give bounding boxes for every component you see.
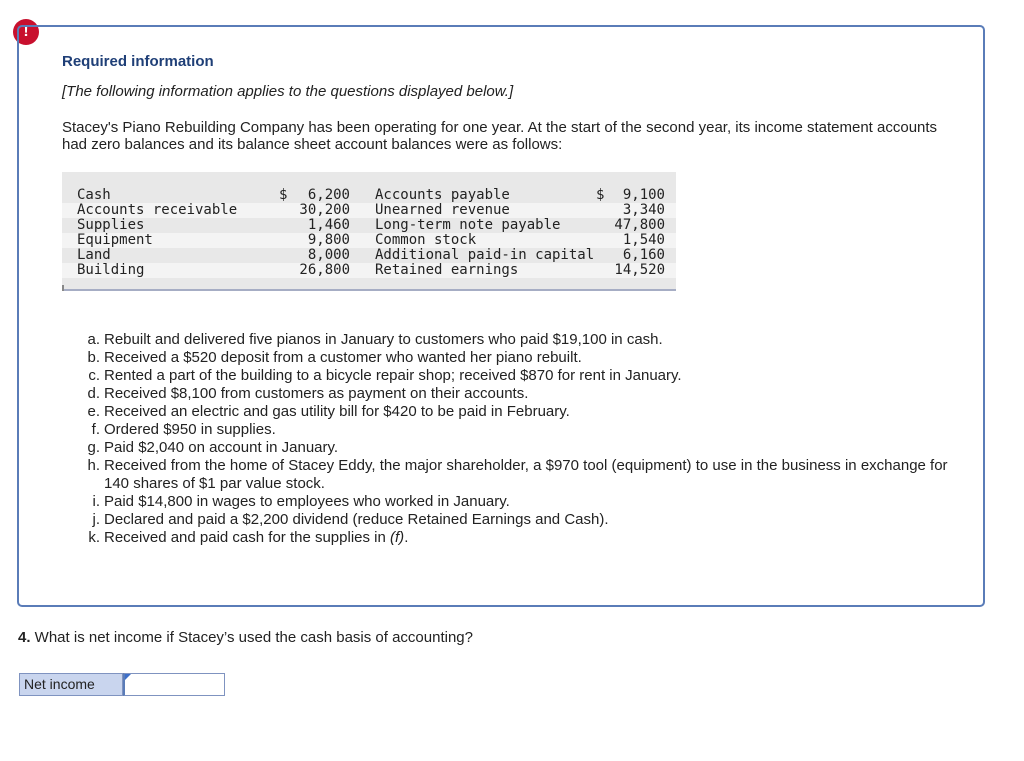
item-letter: c. — [88, 367, 100, 384]
item-letter: d. — [87, 385, 100, 402]
item-text: Received an electric and gas utility bill for $420 to be paid in February. — [104, 403, 570, 420]
list-item — [82, 439, 952, 457]
item-letter: e. — [87, 403, 100, 420]
list-item — [82, 367, 952, 385]
item-letter: a. — [87, 331, 100, 348]
liability-equity-amount: 3,340 — [622, 202, 665, 218]
answer-row — [19, 673, 225, 696]
list-item — [82, 529, 952, 547]
liability-equity-label: Accounts payable — [375, 187, 510, 203]
asset-amount: 8,000 — [307, 247, 350, 263]
item-text: Paid $14,800 in wages to employees who worked in January. — [104, 493, 510, 510]
table-row — [62, 233, 676, 248]
item-letter: i. — [92, 493, 100, 510]
list-item — [82, 331, 952, 349]
asset-amount: 26,800 — [299, 262, 350, 278]
question-number: 4. — [18, 629, 31, 646]
liability-equity-label: Unearned revenue — [375, 202, 510, 218]
asset-label: Land — [77, 247, 111, 263]
item-text: Declared and paid a $2,200 dividend (reduce Retained Earnings and Cash). — [104, 511, 609, 528]
list-item — [82, 403, 952, 421]
item-text: Received a $520 deposit from a customer who wanted her piano rebuilt. — [104, 349, 582, 366]
asset-dollar-sign: $ — [279, 187, 288, 203]
liability-equity-label: Additional paid-in capital — [375, 247, 595, 263]
liability-equity-amount: 6,160 — [622, 247, 665, 263]
item-tail: . — [404, 529, 409, 546]
applies-note: [The following information applies to the questions displayed below.] — [62, 83, 514, 100]
liability-dollar-sign: $ — [596, 187, 605, 203]
liability-equity-label: Retained earnings — [375, 262, 519, 278]
liability-equity-amount: 47,800 — [614, 217, 665, 233]
asset-label: Building — [77, 262, 145, 278]
item-letter: b. — [87, 349, 100, 366]
net-income-input-cell[interactable] — [123, 673, 225, 696]
liability-equity-amount: 1,540 — [622, 232, 665, 248]
item-text: Ordered $950 in supplies. — [104, 421, 276, 438]
item-text: Rebuilt and delivered five pianos in January to customers who paid $19,100 in cash. — [104, 331, 663, 348]
list-item — [82, 493, 952, 511]
asset-amount: 9,800 — [307, 232, 350, 248]
item-letter: g. — [87, 439, 100, 456]
item-text: Received and paid cash for the supplies in — [104, 529, 386, 546]
asset-label: Accounts receivable — [77, 202, 238, 218]
transactions-list — [82, 331, 952, 547]
list-item — [82, 421, 952, 439]
item-letter: h. — [87, 457, 100, 474]
item-text: Received from the home of Stacey Eddy, the major shareholder, a $970 tool (equipment) to use in the business in exchange for 140 shares of $1 par value stock. — [104, 457, 948, 492]
asset-amount: 6,200 — [307, 187, 350, 203]
table-row — [62, 248, 676, 263]
net-income-input[interactable] — [126, 675, 226, 696]
item-letter: k. — [88, 529, 100, 546]
asset-amount: 1,460 — [307, 217, 350, 233]
input-flag-icon — [125, 674, 131, 680]
list-item — [82, 457, 952, 493]
table-row — [62, 203, 676, 218]
table-row — [62, 188, 676, 203]
net-income-label: Net income — [19, 673, 123, 696]
item-letter: j. — [92, 511, 100, 528]
liability-equity-amount: 14,520 — [614, 262, 665, 278]
list-item — [82, 385, 952, 403]
item-reference: (f) — [390, 529, 405, 546]
table-row — [62, 218, 676, 233]
liability-equity-label: Long-term note payable — [375, 217, 561, 233]
question-text: What is net income if Stacey’s used the cash basis of accounting? — [30, 629, 473, 646]
table-row — [62, 263, 676, 278]
liability-equity-label: Common stock — [375, 232, 477, 248]
question-4 — [18, 629, 473, 646]
list-item — [82, 511, 952, 529]
balance-sheet-table — [62, 172, 676, 291]
liability-equity-amount: 9,100 — [622, 187, 665, 203]
table-corner-tick — [62, 285, 64, 291]
list-item — [82, 349, 952, 367]
asset-label: Supplies — [77, 217, 145, 233]
asset-amount: 30,200 — [299, 202, 350, 218]
item-text: Paid $2,040 on account in January. — [104, 439, 339, 456]
item-letter: f. — [91, 421, 100, 438]
asset-label: Cash — [77, 187, 111, 203]
alert-icon: ! — [13, 19, 39, 45]
required-information-title: Required information — [62, 53, 214, 70]
intro-paragraph: Stacey's Piano Rebuilding Company has been operating for one year. At the start of the second year, its income statement accounts had zero balances and its balance sheet account balances were as follows: — [62, 119, 938, 153]
item-text: Received $8,100 from customers as payment on their accounts. — [104, 385, 529, 402]
asset-label: Equipment — [77, 232, 153, 248]
table-bottom-border — [62, 289, 676, 291]
item-text: Rented a part of the building to a bicycle repair shop; received $870 for rent in January. — [104, 367, 682, 384]
